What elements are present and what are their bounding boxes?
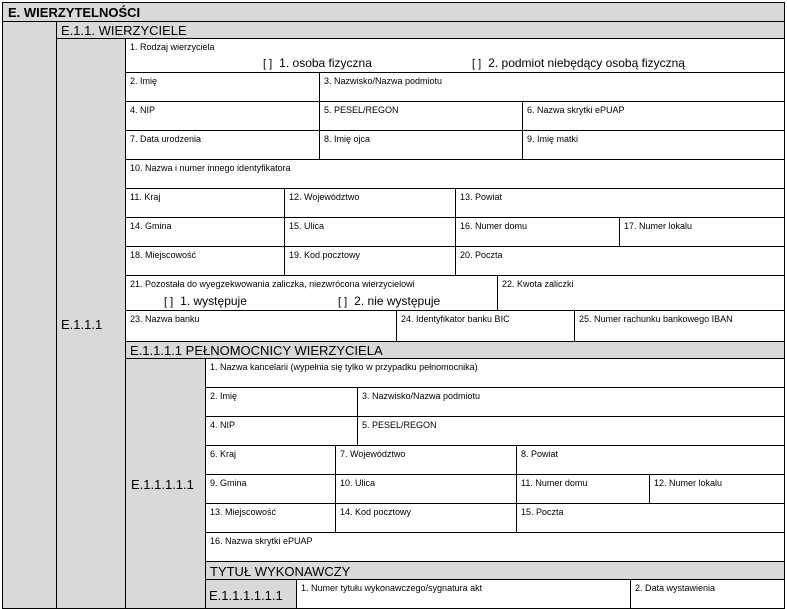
creditor-type-option-entity[interactable] xyxy=(472,56,685,70)
field-label: 1. Nazwa kancelarii (wypełnia się tylko w przypadku pełnomocnika) xyxy=(210,362,478,372)
creditor-birth-date-field[interactable] xyxy=(125,130,320,160)
creditor-bank-name-field[interactable] xyxy=(125,310,397,342)
attorney-section-title: E.1.1.1.1 PEŁNOMOCNICY WIERZYCIELA xyxy=(130,343,383,358)
creditor-apartment-number-field[interactable] xyxy=(619,217,785,247)
title-exec-header xyxy=(205,561,785,580)
field-label: 13. Powiat xyxy=(460,192,503,202)
creditor-first-name-field[interactable] xyxy=(125,72,320,102)
creditor-advance-field[interactable] xyxy=(125,275,498,311)
field-label: 3. Nazwisko/Nazwa podmiotu xyxy=(362,391,481,401)
creditor-row-id: E.1.1.1 xyxy=(61,317,103,332)
checkbox-non-natural-entity[interactable]: [ ] xyxy=(472,58,482,70)
attorney-street-field[interactable] xyxy=(335,474,517,504)
field-label: 6. Kraj xyxy=(210,449,237,459)
field-label: 18. Miejscowość xyxy=(130,250,197,260)
checkbox-natural-person[interactable]: [ ] xyxy=(263,58,273,70)
field-label: 5. PESEL/REGON xyxy=(362,420,437,430)
field-label: 4. NIP xyxy=(210,420,236,430)
field-label: 15. Poczta xyxy=(521,507,564,517)
creditor-postal-code-field[interactable] xyxy=(284,246,456,276)
field-label: 16. Nazwa skrytki ePUAP xyxy=(210,536,313,546)
field-label: 10. Nazwa i numer innego identyfikatora xyxy=(130,163,291,173)
checkbox-advance-present[interactable]: [ ] xyxy=(164,296,174,308)
title-exec-row-id: E.1.1.1.1.1.1 xyxy=(209,588,283,603)
field-label: 2. Imię xyxy=(130,76,158,86)
field-label: 5. PESEL/REGON xyxy=(324,105,399,115)
creditor-bic-field[interactable] xyxy=(396,310,575,342)
field-label: 24. Identyfikator banku BIC xyxy=(401,314,510,324)
option-advance-present-label: 1. występuje xyxy=(180,294,247,308)
field-label: 8. Imię ojca xyxy=(324,134,371,144)
title-exec-title: TYTUŁ WYKONAWCZY xyxy=(210,564,351,579)
attorney-epuap-field[interactable] xyxy=(205,532,785,562)
field-label: 16. Numer domu xyxy=(460,221,528,231)
field-label: 14. Gmina xyxy=(130,221,172,231)
field-label: 22. Kwota zaliczki xyxy=(502,279,574,289)
attorney-row-id-cell xyxy=(125,358,206,609)
creditor-type-label: 1. Rodzaj wierzyciela xyxy=(130,42,215,52)
option-advance-absent-label: 2. nie występuje xyxy=(354,294,441,308)
title-exec-date-field[interactable] xyxy=(630,579,785,609)
field-label: 2. Imię xyxy=(210,391,238,401)
creditor-nip-field[interactable] xyxy=(125,101,320,131)
attorney-county-field[interactable] xyxy=(516,445,785,475)
field-label: 4. NIP xyxy=(130,105,156,115)
creditor-other-id-field[interactable] xyxy=(125,159,785,189)
field-label: 9. Gmina xyxy=(210,478,247,488)
field-label: 13. Miejscowość xyxy=(210,507,277,517)
creditor-house-number-field[interactable] xyxy=(455,217,620,247)
attorney-voivodeship-field[interactable] xyxy=(335,445,517,475)
title-exec-number-field[interactable] xyxy=(296,579,631,609)
field-label: 12. Województwo xyxy=(289,192,360,202)
field-label: 1. Numer tytułu wykonawczego/sygnatura akt xyxy=(301,583,483,593)
creditor-type-option-natural[interactable] xyxy=(263,56,372,70)
field-label: 25. Numer rachunku bankowego IBAN xyxy=(579,314,733,324)
creditor-iban-field[interactable] xyxy=(574,310,785,342)
attorney-postal-code-field[interactable] xyxy=(335,503,517,533)
creditor-type-field[interactable] xyxy=(125,38,785,73)
attorney-surname-field[interactable] xyxy=(357,387,785,417)
attorney-commune-field[interactable] xyxy=(205,474,336,504)
attorney-law-office-field[interactable] xyxy=(205,358,785,388)
field-label: 2. Data wystawienia xyxy=(635,583,716,593)
field-label: 11. Numer domu xyxy=(521,478,588,488)
title-exec-row-id-cell xyxy=(205,579,297,609)
field-label: 8. Powiat xyxy=(521,449,559,459)
creditor-voivodeship-field[interactable] xyxy=(284,188,456,218)
field-label: 19. Kod pocztowy xyxy=(289,250,361,260)
field-label: 15. Ulica xyxy=(289,221,325,231)
creditor-city-field[interactable] xyxy=(125,246,285,276)
attorney-row-id: E.1.1.1.1.1 xyxy=(131,477,194,492)
advance-option-absent[interactable] xyxy=(338,294,440,308)
subsection-e11-title: E.1.1. WIERZYCIELE xyxy=(61,23,187,38)
field-label: 23. Nazwa banku xyxy=(130,314,200,324)
field-label: 21. Pozostała do wyegzekwowania zaliczka, niezwrócona wierzycielowi xyxy=(130,279,415,289)
field-label: 17. Numer lokalu xyxy=(624,221,693,231)
field-label: 9. Imię matki xyxy=(527,134,579,144)
advance-option-present[interactable] xyxy=(164,294,247,308)
creditor-pesel-field[interactable] xyxy=(319,101,523,131)
left-margin-column xyxy=(2,21,57,609)
creditor-post-office-field[interactable] xyxy=(455,246,785,276)
attorney-section-header xyxy=(125,341,785,359)
field-label: 7. Data urodzenia xyxy=(130,134,202,144)
attorney-post-office-field[interactable] xyxy=(516,503,785,533)
option-non-natural-entity-label: 2. podmiot niebędący osobą fizyczną xyxy=(488,56,685,70)
creditor-father-name-field[interactable] xyxy=(319,130,523,160)
field-label: 20. Poczta xyxy=(460,250,503,260)
option-natural-person-label: 1. osoba fizyczna xyxy=(279,56,372,70)
attorney-house-number-field[interactable] xyxy=(516,474,650,504)
field-label: 7. Województwo xyxy=(340,449,406,459)
attorney-pesel-field[interactable] xyxy=(357,416,785,446)
section-e-title: E. WIERZYTELNOŚCI xyxy=(8,5,141,20)
creditor-street-field[interactable] xyxy=(284,217,456,247)
attorney-first-name-field[interactable] xyxy=(205,387,358,417)
creditor-country-field[interactable] xyxy=(125,188,285,218)
attorney-city-field[interactable] xyxy=(205,503,336,533)
checkbox-advance-absent[interactable]: [ ] xyxy=(338,296,348,308)
creditor-advance-amount-field[interactable] xyxy=(497,275,785,311)
creditor-row-id-cell xyxy=(56,38,126,609)
creditor-epuap-field[interactable] xyxy=(522,101,785,131)
attorney-apartment-number-field[interactable] xyxy=(649,474,785,504)
attorney-nip-field[interactable] xyxy=(205,416,358,446)
field-label: 14. Kod pocztowy xyxy=(340,507,412,517)
field-label: 12. Numer lokalu xyxy=(654,478,723,488)
subsection-e11-header xyxy=(56,21,785,39)
field-label: 3. Nazwisko/Nazwa podmiotu xyxy=(324,76,443,86)
creditor-mother-name-field[interactable] xyxy=(522,130,785,160)
attorney-country-field[interactable] xyxy=(205,445,336,475)
creditor-commune-field[interactable] xyxy=(125,217,285,247)
field-label: 11. Kraj xyxy=(130,192,161,202)
field-label: 6. Nazwa skrytki ePUAP xyxy=(527,105,625,115)
field-label: 10. Ulica xyxy=(340,478,376,488)
creditor-surname-field[interactable] xyxy=(319,72,785,102)
section-e-header xyxy=(2,2,785,22)
creditor-county-field[interactable] xyxy=(455,188,785,218)
